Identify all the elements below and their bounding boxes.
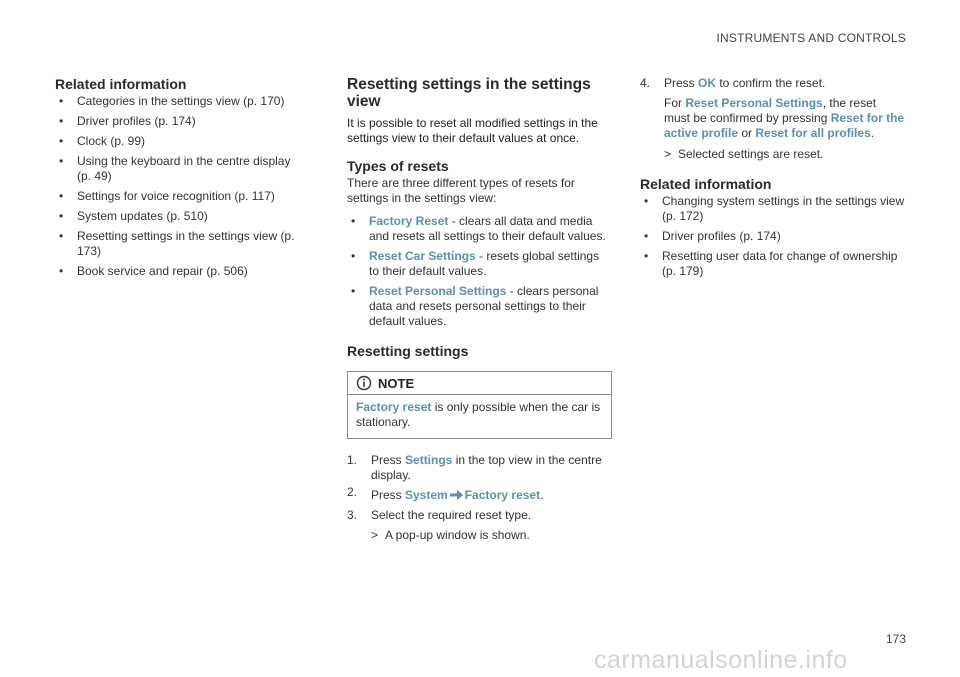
steps-list [347, 453, 612, 543]
watermark: carmanualsonline.info [594, 646, 848, 674]
reset-type-item [347, 214, 612, 244]
reset-type-desc: - clears all data and media and resets all settings to their default values. [369, 214, 606, 243]
related-info-heading: Related information [55, 76, 187, 92]
related-info-heading: Related information [640, 176, 772, 192]
sub-text: , the reset must be confirmed by pressing [664, 96, 877, 125]
sub-text: For [664, 96, 686, 110]
related-link[interactable]: • Settings for voice recognition (p. 117) [55, 189, 300, 204]
step-text: Press [371, 488, 406, 502]
step-text: Press [371, 453, 406, 467]
sub-text: or [738, 126, 756, 140]
related-link[interactable]: • Resetting user data for change of ownership (p. 179) [640, 249, 905, 279]
note-title: NOTE [378, 375, 415, 391]
step-number: 2. [347, 485, 358, 499]
related-link[interactable]: • System updates (p. 510) [55, 209, 300, 224]
reset-type-item [347, 284, 612, 329]
note-highlight: Factory reset [356, 400, 432, 414]
step-number: 1. [347, 453, 358, 467]
step-number: 3. [347, 508, 358, 522]
related-info-list [640, 194, 905, 279]
step-number: 4. [640, 76, 651, 90]
step-highlight: Reset Personal Settings [685, 96, 823, 110]
related-info-list [55, 94, 300, 279]
reset-type-name: Reset Personal Settings [369, 284, 507, 298]
step-highlight: System [405, 488, 448, 502]
types-heading: Types of resets [347, 158, 449, 174]
step-result [371, 528, 612, 543]
column-resetting-settings [347, 76, 612, 548]
step-text: Press [664, 76, 699, 90]
reset-type-name: Reset Car Settings [369, 249, 476, 263]
related-link[interactable]: • Changing system settings in the settings view (p. 172) [640, 194, 905, 224]
step-text: to confirm the reset. [716, 76, 826, 90]
arrow-right-icon [450, 490, 463, 500]
related-link[interactable]: • Using the keyboard in the centre display (p. 49) [55, 154, 300, 184]
related-link[interactable]: • Book service and repair (p. 506) [55, 264, 300, 279]
note-header [348, 372, 611, 395]
step-item [640, 76, 905, 162]
reset-type-item [347, 249, 612, 279]
note-text: is only possible when the car is stationary. [356, 400, 601, 429]
step-highlight: OK [698, 76, 717, 90]
step-item [347, 508, 612, 543]
column-confirm-and-related [640, 76, 905, 284]
related-link[interactable]: • Resetting settings in the settings view (p. 173) [55, 229, 300, 259]
related-link[interactable]: • Categories in the settings view (p. 170) [55, 94, 300, 109]
step-text: . [540, 488, 544, 502]
reset-type-desc: - clears personal data and resets personal settings to their default values. [369, 284, 599, 328]
step-text: Select the required reset type. [371, 508, 532, 522]
step-highlight: Factory reset [464, 488, 541, 502]
page-number: 173 [885, 632, 906, 646]
section-lead: It is possible to reset all modified settings in the settings view to their default values at once. [347, 116, 598, 145]
note-box [347, 371, 612, 439]
types-intro: There are three different types of resets for settings in the settings view: [347, 176, 575, 205]
result-text: A pop-up window is shown. [385, 528, 530, 542]
related-link[interactable]: • Clock (p. 99) [55, 134, 300, 149]
resetting-heading: Resetting settings [347, 343, 469, 359]
sub-text: . [870, 126, 875, 140]
related-link[interactable]: • Driver profiles (p. 174) [55, 114, 300, 129]
related-link[interactable]: • Driver profiles (p. 174) [640, 229, 905, 244]
step-sub-text [664, 96, 905, 141]
running-header: INSTRUMENTS AND CONTROLS [716, 31, 906, 45]
steps-list-continued [640, 76, 905, 162]
step-highlight: Settings [405, 453, 453, 467]
result-text: Selected settings are reset. [678, 147, 824, 161]
step-text: in the top view in the centre display. [371, 453, 602, 482]
reset-type-name: Factory Reset [369, 214, 449, 228]
step-highlight: Reset for the active profile [664, 111, 905, 140]
step-item [347, 485, 612, 503]
info-icon [356, 375, 372, 391]
reset-types-list [347, 214, 612, 329]
step-item [347, 453, 612, 483]
column-related-information [55, 76, 300, 284]
note-body [348, 395, 611, 438]
step-result [664, 147, 905, 162]
reset-type-desc: - resets global settings to their default values. [369, 249, 600, 278]
step-highlight: Reset for all profiles [755, 126, 871, 140]
result-chevron-icon: > [371, 528, 379, 542]
section-title: Resetting settings in the settings view [347, 76, 591, 110]
result-chevron-icon: > [664, 147, 672, 161]
